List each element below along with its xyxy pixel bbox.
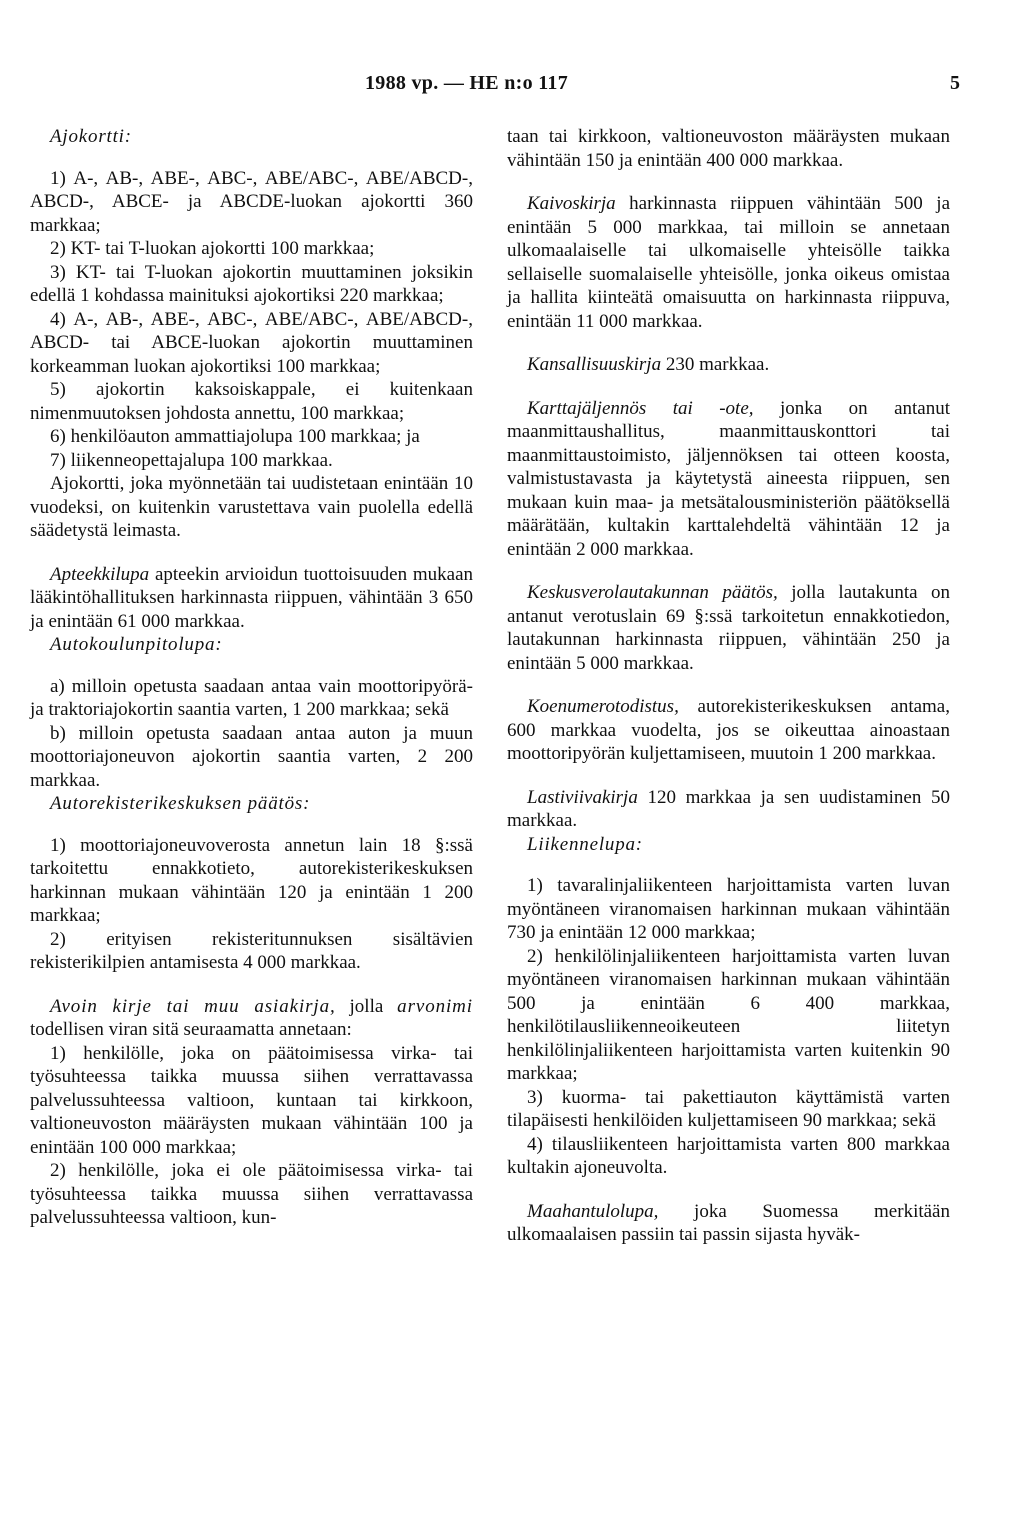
list-item: 2) erityisen rekisteritunnuksen sisältävien rekisterikilpien antamisesta 4 000 markkaa. <box>30 928 473 973</box>
entry-term: Koenumerotodistus, <box>527 696 679 717</box>
entry-paragraph <box>507 192 950 333</box>
entry-term: Avoin kirje tai muu asiakirja, <box>50 995 336 1017</box>
entry-paragraph <box>507 786 950 833</box>
section-heading: Liikennelupa: <box>527 833 643 855</box>
entry-term: Keskusverolautakunnan päätös, <box>527 582 778 603</box>
entry-paragraph <box>507 397 950 562</box>
entry-term: Lastiviivakirja <box>527 786 638 808</box>
list-item: 1) A-, AB-, ABE-, ABC-, ABE/ABC-, ABE/ABCD-, ABCD-, ABCE- ja ABCDE-luokan ajokortti 360 markkaa; <box>30 167 473 236</box>
list-item: 7) liikenneopettajalupa 100 markkaa. <box>50 449 333 471</box>
section-heading: Autorekisterikeskuksen päätös: <box>50 793 311 814</box>
entry-paragraph <box>507 1200 950 1247</box>
list-item: 3) kuorma- tai pakettiauton käyttämistä varten tilapäisesti henkilöiden kuljettamiseen 90 markkaa; sekä <box>507 1086 950 1131</box>
entry-text: autorekisterikeskuksen antama, 600 markkaa vuodelta, jos se oikeuttaa ainoastaan moottoripyörän kuljettamiseen, muutoin 1 200 markkaa. <box>507 696 950 764</box>
entry-text: jolla lautakunta on antanut verotuslain 69 §:ssä tarkoitetun ennakkotiedon, lautakunnan harkinnasta riippuen, vähintään 250 ja enintään 5 000 markkaa. <box>507 582 951 674</box>
entry-text: apteekin arvioidun tuottoisuuden mukaan lääkintöhallituksen harkinnasta riippuen, vähintään 3 650 ja enintään 61 000 markkaa. <box>30 563 473 632</box>
section-heading: Autokoulunpitolupa: <box>50 634 223 655</box>
list-item: a) milloin opetusta saadaan antaa vain moottoripyörä- ja traktoriajokortin saantia varten, 1 200 markkaa; sekä <box>30 675 473 720</box>
list-item: b) milloin opetusta saadaan antaa auton ja muun moottoriajoneuvon ajokortin saantia varten, 2 200 markkaa. <box>30 722 473 791</box>
document-reference: 1988 vp. — HE n:o 117 <box>365 72 568 94</box>
page-header <box>0 72 1024 102</box>
page-number: 5 <box>950 72 960 94</box>
entry-term: Maahantulolupa, <box>527 1200 659 1222</box>
paragraph: Ajokortti, joka myönnetään tai uudistetaan enintään 10 vuodeksi, on kuitenkin varustettava vain puolella edellä säädetystä leimasta. <box>30 473 473 541</box>
list-item: 6) henkilöauton ammattiajolupa 100 markkaa; ja <box>50 426 420 447</box>
entry-term: arvonimi <box>397 995 473 1017</box>
list-item: 1) tavaralinjaliikenteen harjoittamista varten luvan myöntäneen viranomaisen harkinnan mukaan vähintään 730 ja enintään 12 000 markkaa; <box>507 875 950 943</box>
entry-text: joka Suomessa merkitään ulkomaalaisen passiin tai passin sijasta hyväk- <box>507 1200 950 1245</box>
entry-paragraph <box>30 995 473 1042</box>
list-item: 2) KT- tai T-luokan ajokortti 100 markkaa; <box>50 238 375 259</box>
entry-term: Apteekkilupa <box>50 563 150 585</box>
entry-text: todellisen viran sitä seuraamatta annetaan: <box>30 1019 352 1040</box>
entry-paragraph <box>30 563 473 634</box>
list-item: 1) henkilölle, joka on päätoimisessa virka- tai työsuhteessa taikka muussa siihen verrattavassa palvelussuhteessa valtioon, kuntaan tai kirkkoon, valtioneuvoston määräysten mukaan vähintään 100 ja enintään 100 000 markkaa; <box>30 1042 473 1158</box>
entry-paragraph <box>507 695 950 766</box>
entry-text: jonka on antanut maanmittaushallitus, maanmittauskonttori tai maanmittaustoimisto, jäljennöksen tai otteen koosta, valmistustavasta ja käytetystä aineesta riippuen, sen mukaan kuin maa- ja metsätalousministeriön päätöksellä määrätään, kultakin karttalehdeltä vähintään 12 ja enintään 2 000 markkaa. <box>507 397 950 560</box>
list-item: 4) A-, AB-, ABE-, ABC-, ABE/ABC-, ABE/ABCD-, ABCD- tai ABCE-luokan ajokortin muuttaminen korkeamman luokan ajokortiksi 100 markkaa; <box>30 308 473 377</box>
entry-paragraph <box>507 581 950 675</box>
entry-text: harkinnasta riippuen vähintään 500 ja enintään 5 000 markkaa, tai milloin se annetaan ulkomaalaiselle tai ulkomaiselle yhteisölle taikka sellaiselle suomalaiselle yhteisölle, jonka oikeus omistaa ja hallita kiinteätä omaisuutta on harkinnasta riippuva, enintään 11 000 markkaa. <box>507 193 950 332</box>
list-item: 2) henkilölinjaliikenteen harjoittamista varten luvan myöntäneen viranomaisen harkinnan mukaan vähintään 500 ja enintään 6 400 markkaa, henkilötilausliikenneoikeuteen liitetyn henkilölinjaliikenteen harjoittamista varten kuitenkin 90 markkaa; <box>507 945 950 1084</box>
list-item: 2) henkilölle, joka ei ole päätoimisessa virka- tai työsuhteessa taikka muussa siihen verrattavassa palvelussuhteessa valtioon, kun- <box>30 1160 473 1228</box>
entry-term: Kansallisuuskirja <box>527 354 662 375</box>
list-item: 5) ajokortin kaksoiskappale, ei kuitenkaan nimenmuutoksen johdosta annettu, 100 markkaa; <box>30 379 473 424</box>
entry-paragraph <box>507 353 950 377</box>
list-item: 1) moottoriajoneuvoverosta annetun lain 18 §:ssä tarkoitettu ennakkotieto, autorekisterikeskuksen harkinnan mukaan vähintään 120 ja enintään 1 200 markkaa; <box>30 834 473 926</box>
section-heading: Ajokortti: <box>50 126 132 147</box>
entry-text: 120 markkaa ja sen uudistaminen 50 markkaa. <box>507 786 950 831</box>
entry-text: jolla <box>335 995 398 1017</box>
entry-term: Kaivoskirja <box>527 193 616 214</box>
continued-paragraph: taan tai kirkkoon, valtioneuvoston määräysten mukaan vähintään 150 ja enintään 400 000 markkaa. <box>507 126 950 171</box>
entry-term: Karttajäljennös tai -ote, <box>527 397 754 419</box>
list-item: 3) KT- tai T-luokan ajokortin muuttaminen joksikin edellä 1 kohdassa mainituksi ajokortiksi 220 markkaa; <box>30 261 473 306</box>
left-column <box>30 125 473 1230</box>
entry-text: 230 markkaa. <box>661 354 770 375</box>
list-item: 4) tilausliikenteen harjoittamista varten 800 markkaa kultakin ajoneuvolta. <box>507 1133 950 1178</box>
right-column <box>507 125 950 1247</box>
